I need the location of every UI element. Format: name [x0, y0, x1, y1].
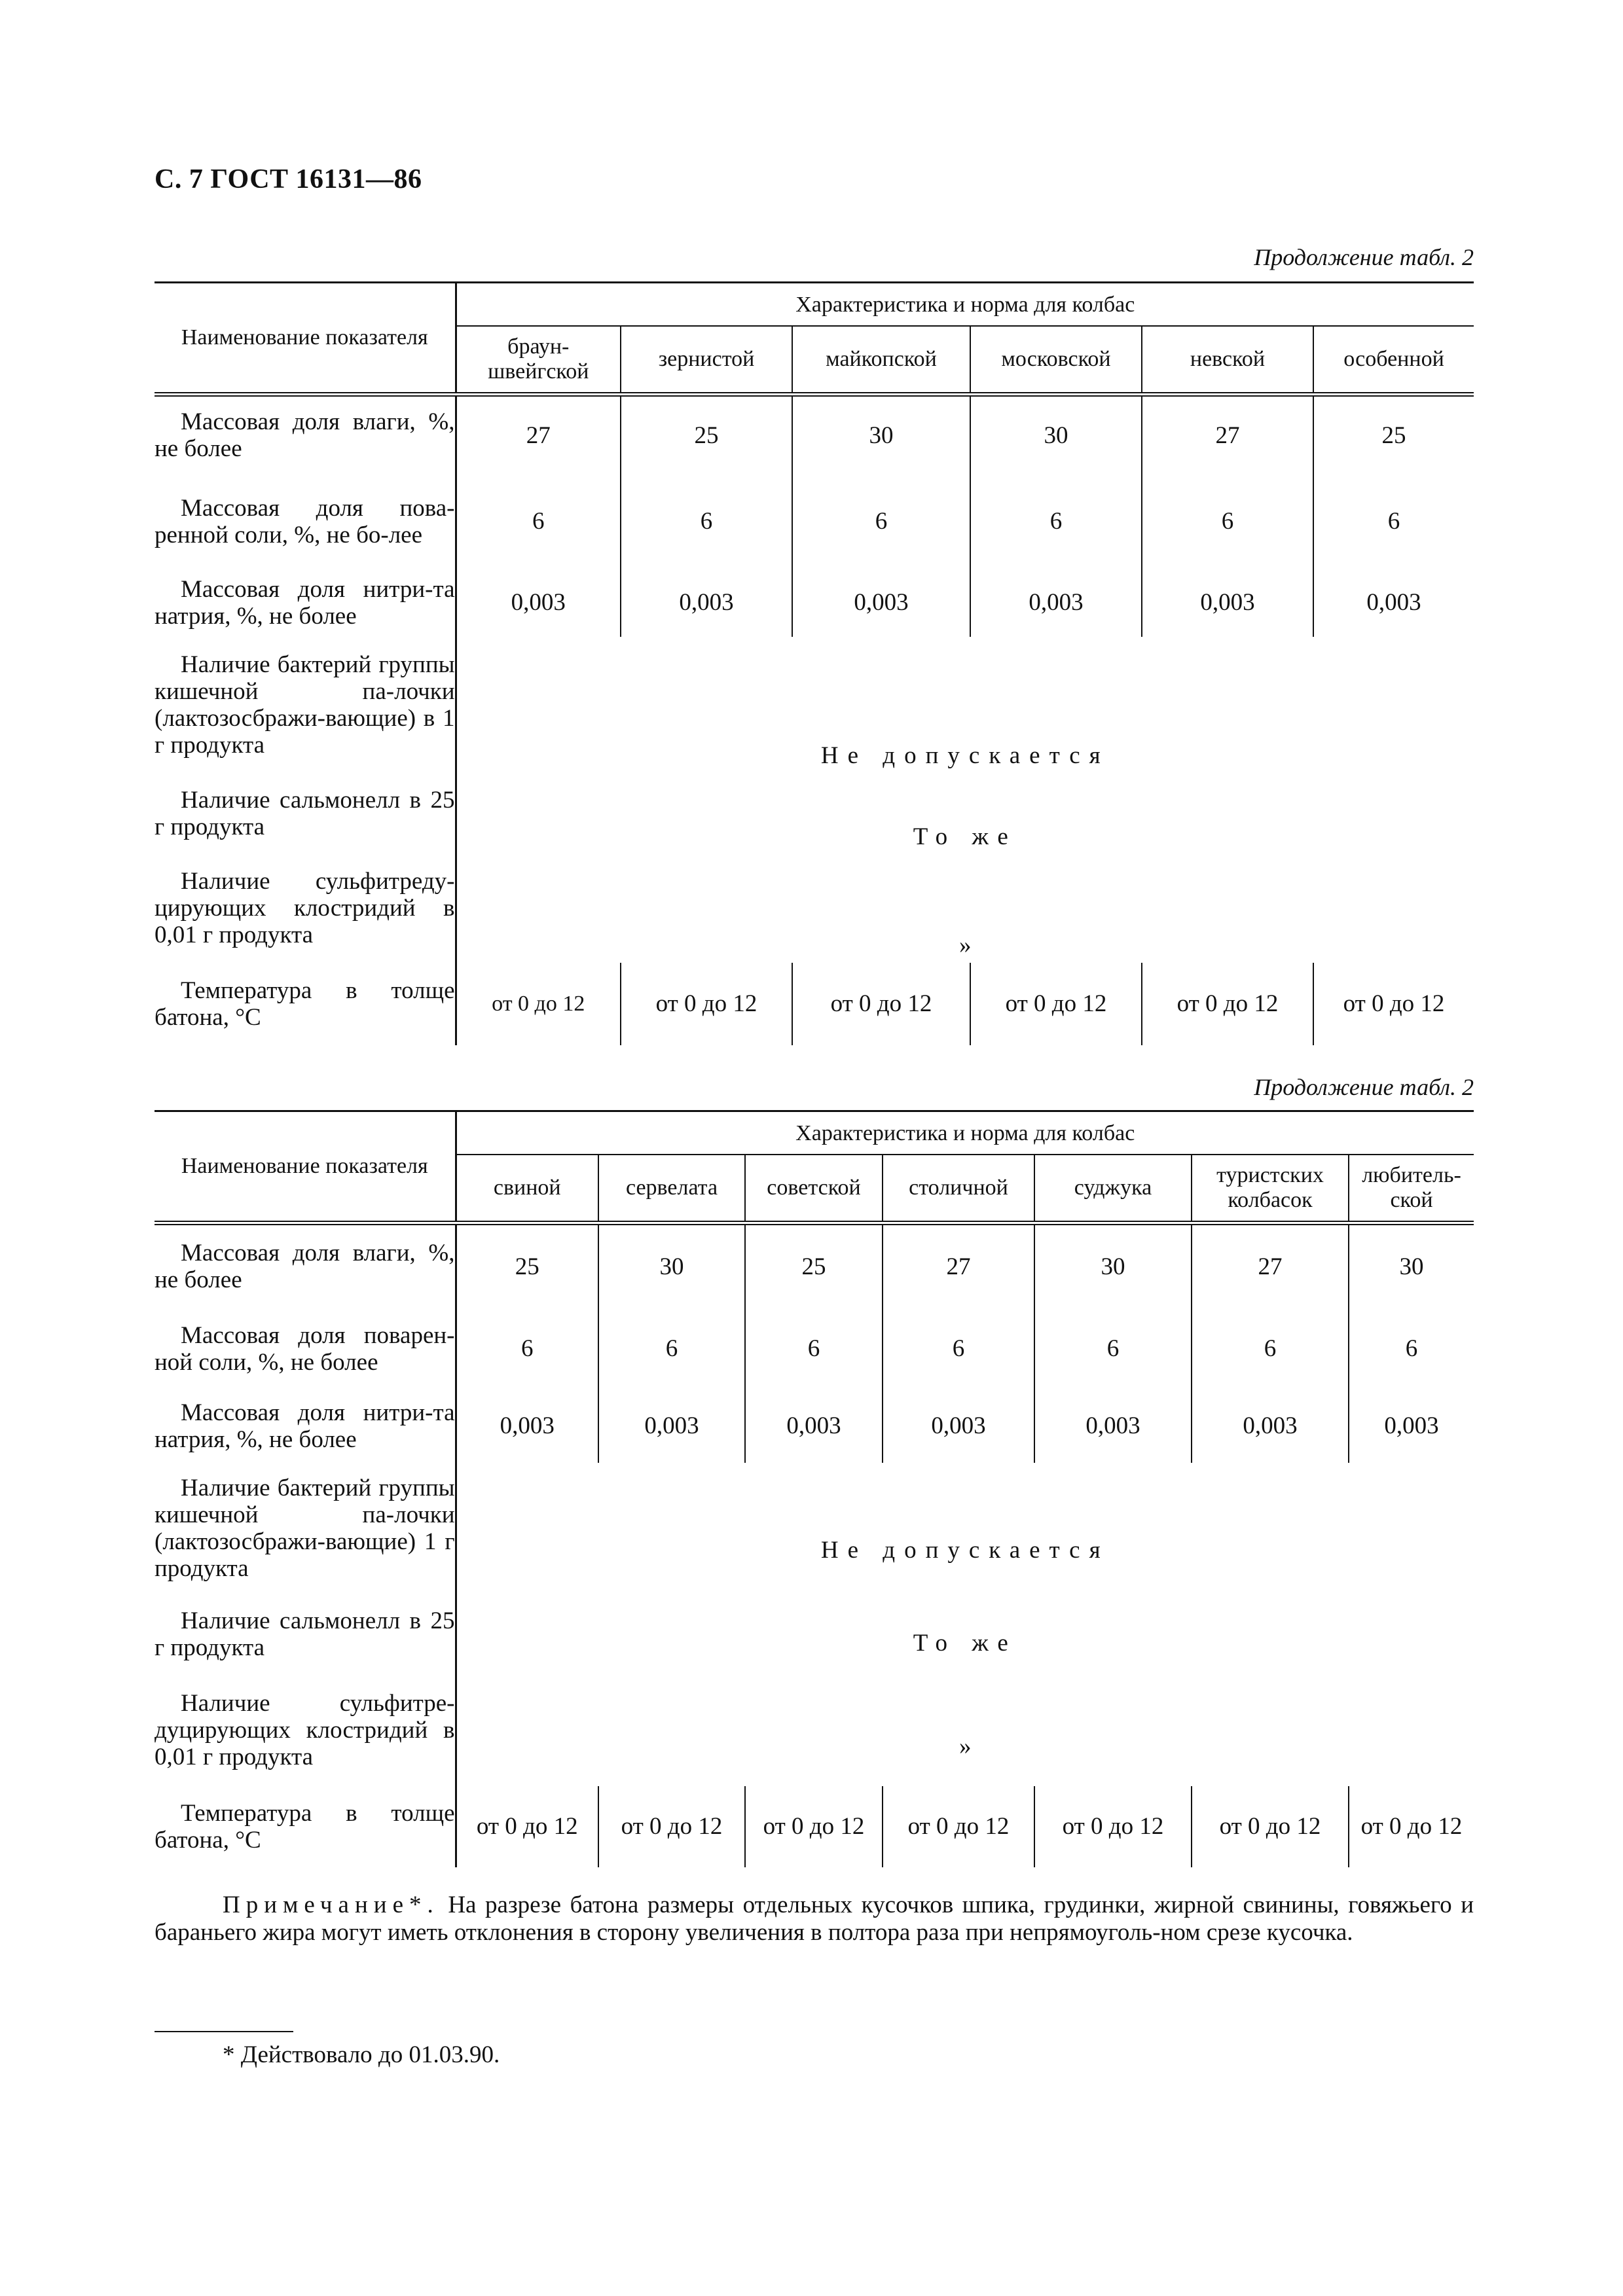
cell-value: 6 — [1349, 1308, 1474, 1390]
column-header: сервелата — [598, 1155, 745, 1223]
table-row — [155, 395, 1474, 475]
row-label: Температура в толще батона, °С — [155, 963, 456, 1045]
cell-value: 25 — [745, 1223, 883, 1308]
cell-value: 0,003 — [745, 1390, 883, 1463]
table-row — [155, 569, 1474, 637]
cell-value: 27 — [1192, 1223, 1349, 1308]
cell-value: от 0 до 12 — [745, 1786, 883, 1867]
page-header: С. 7 ГОСТ 16131—86 — [155, 164, 422, 194]
column-header: свиной — [456, 1155, 598, 1223]
row-label: Массовая доля нитри-та натрия, %, не более — [155, 1390, 456, 1463]
cell-value: 0,003 — [970, 569, 1142, 637]
cell-value: 25 — [1313, 395, 1474, 475]
cell-value: от 0 до 12 — [1349, 1786, 1474, 1867]
row-label: Массовая доля поварен-ной соли, %, не более — [155, 1308, 456, 1390]
cell-value: 0,003 — [511, 589, 566, 616]
cell-value: от 0 до 12 — [598, 1786, 745, 1867]
table-row — [155, 1786, 1474, 1867]
merged-cell: Не допускается — [820, 1536, 1110, 1564]
cell-value: 27 — [526, 422, 551, 449]
cell-value: от 0 до 12 — [792, 963, 970, 1045]
cell-value: 0,003 — [1313, 569, 1474, 637]
column-header: майкопской — [792, 326, 970, 395]
table-row — [155, 1594, 1474, 1675]
row-label: Массовая доля влаги, %, не более — [155, 395, 456, 475]
name-column-header: Наименование показателя — [155, 283, 456, 395]
cell-value: 27 — [1142, 395, 1313, 475]
row-label: Наличие сальмонелл в 25 г продукта — [155, 773, 456, 854]
cell-value: от 0 до 12 — [1034, 1786, 1192, 1867]
cell-value: от 0 до 12 — [621, 963, 792, 1045]
table-row — [155, 1463, 1474, 1594]
table-2 — [155, 1110, 1474, 1867]
cell-value: 6 — [970, 475, 1142, 569]
cell-value: 6 — [532, 508, 545, 535]
row-label: Массовая доля пова-ренной соли, %, не бо-лее — [155, 475, 456, 569]
continuation-caption-1: Продолжение табл. 2 — [1254, 244, 1474, 270]
table-row — [155, 1390, 1474, 1463]
column-header: любитель- ской — [1349, 1155, 1474, 1223]
merged-cell: Не допускается — [820, 742, 1110, 769]
row-label: Массовая доля влаги, %, не более — [155, 1223, 456, 1308]
cell-value: от 0 до 12 — [492, 992, 585, 1016]
note-lead: Примечание*. — [223, 1892, 439, 1918]
row-label: Наличие сальмонелл в 25 г продукта — [155, 1594, 456, 1675]
cell-value: 6 — [598, 1308, 745, 1390]
cell-value: 0,003 — [1192, 1390, 1349, 1463]
cell-value: 6 — [621, 475, 792, 569]
group-header: Характеристика и норма для колбас — [456, 283, 1474, 327]
cell-value: от 0 до 12 — [1192, 1786, 1349, 1867]
cell-value: от 0 до 12 — [1313, 963, 1474, 1045]
name-column-header: Наименование показателя — [155, 1111, 456, 1223]
note-paragraph — [155, 1892, 1474, 1946]
table-row — [155, 475, 1474, 569]
cell-value: 0,003 — [883, 1390, 1034, 1463]
merged-cell: » — [959, 931, 972, 959]
row-label: Температура в толще батона, °С — [155, 1786, 456, 1867]
cell-value: 0,003 — [1142, 569, 1313, 637]
group-header: Характеристика и норма для колбас — [456, 1111, 1474, 1155]
cell-value: от 0 до 12 — [883, 1786, 1034, 1867]
cell-value: 6 — [1034, 1308, 1192, 1390]
cell-value: 27 — [883, 1223, 1034, 1308]
cell-value: 0,003 — [500, 1412, 555, 1439]
cell-value: 30 — [1034, 1223, 1192, 1308]
cell-value: 30 — [598, 1223, 745, 1308]
table-1 — [155, 281, 1474, 1045]
column-header: особенной — [1313, 326, 1474, 395]
row-label: Наличие бактерий группы кишечной па-лочки (лактозосбражи-вающие) в 1 г продукта — [155, 637, 456, 773]
row-label: Наличие бактерий группы кишечной па-лочки (лактозосбражи-вающие) 1 г продукта — [155, 1463, 456, 1594]
table-row — [155, 637, 1474, 773]
cell-value: 6 — [1142, 475, 1313, 569]
cell-value: 30 — [970, 395, 1142, 475]
cell-value: от 0 до 12 — [970, 963, 1142, 1045]
merged-cell: То же — [913, 1629, 1017, 1657]
merged-cell: То же — [913, 823, 1017, 850]
cell-value: 30 — [792, 395, 970, 475]
continuation-caption-2: Продолжение табл. 2 — [1254, 1074, 1474, 1100]
table-row — [155, 963, 1474, 1045]
cell-value: от 0 до 12 — [1142, 963, 1313, 1045]
table-row — [155, 854, 1474, 963]
cell-value: 6 — [792, 475, 970, 569]
column-header: советской — [745, 1155, 883, 1223]
column-header: туристских колбасок — [1192, 1155, 1349, 1223]
column-header: браун- швейгской — [456, 326, 621, 395]
merged-cell: » — [959, 1732, 972, 1760]
row-label: Массовая доля нитри-та натрия, %, не более — [155, 569, 456, 637]
cell-value: 6 — [745, 1308, 883, 1390]
cell-value: 0,003 — [792, 569, 970, 637]
column-header: невской — [1142, 326, 1313, 395]
cell-value: 0,003 — [1034, 1390, 1192, 1463]
column-header: суджука — [1034, 1155, 1192, 1223]
cell-value: 30 — [1349, 1223, 1474, 1308]
column-header: зернистой — [621, 326, 792, 395]
footnote-rule — [155, 2031, 293, 2032]
table-row — [155, 1308, 1474, 1390]
cell-value: от 0 до 12 — [476, 1813, 578, 1840]
column-header: московской — [970, 326, 1142, 395]
cell-value: 0,003 — [621, 569, 792, 637]
row-label: Наличие сульфитреду-цирующих клостридий в 0,01 г продукта — [155, 854, 456, 963]
cell-value: 25 — [515, 1253, 539, 1280]
column-header: столичной — [883, 1155, 1034, 1223]
cell-value: 6 — [1313, 475, 1474, 569]
cell-value: 0,003 — [598, 1390, 745, 1463]
table-row — [155, 1675, 1474, 1786]
cell-value: 6 — [521, 1335, 534, 1362]
cell-value: 6 — [883, 1308, 1034, 1390]
cell-value: 0,003 — [1349, 1390, 1474, 1463]
note-text: На разрезе батона размеры отдельных кусочков шпика, грудинки, жирной свинины, говяжьего и бараньего жира могут иметь отклонения в сторону увеличения в полтора раза при непрямоуголь-ном срезе кусочка. — [155, 1892, 1474, 1946]
cell-value: 6 — [1192, 1308, 1349, 1390]
footnote: * Действовало до 01.03.90. — [223, 2041, 500, 2068]
table-row — [155, 1223, 1474, 1308]
row-label: Наличие сульфитре-дуцирующих клостридий в 0,01 г продукта — [155, 1675, 456, 1786]
cell-value: 25 — [621, 395, 792, 475]
table-row — [155, 773, 1474, 854]
